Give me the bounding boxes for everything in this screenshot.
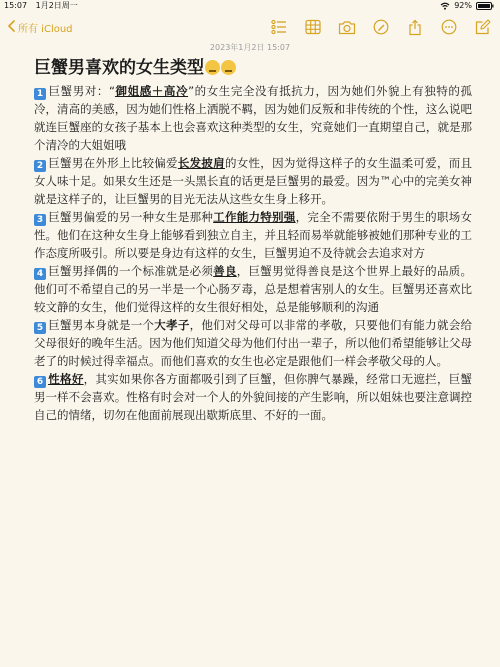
number-badge-icon: 6 (34, 376, 46, 388)
paragraph-text: ，他们对父母可以非常的孝敬，只要他们有能力就会给父母很好的晚年生活。因为他们知道父母为他们付出一辈子，所以他们希望能够让父母老了的时候过得幸福点。而他们喜欢的女生也必定是跟他们一样会孝敬父母的人。 (34, 318, 473, 368)
more-icon[interactable] (440, 18, 458, 36)
emphasis-text: 御姐感＋高冷 (114, 84, 189, 98)
note-paragraph (34, 316, 472, 370)
share-icon[interactable] (406, 18, 424, 36)
status-right (440, 0, 494, 12)
status-bar (0, 0, 500, 12)
paragraph-text: 巨蟹男偏爱的另一种女生是那种 (48, 210, 214, 224)
paragraph-text: ，完全不需要依附于男生的职场女性。他们在这种女生身上能够看到独立自主，并且轻而易举就能够被她们那种专业的工作态度所吸引。所以要是身边有这样的女生，巨蟹男迫不及待就会去追求对方 (34, 210, 473, 260)
status-date: 1月2日周一 (35, 1, 78, 10)
paragraph-text: ，巨蟹男觉得善良是这个世界上最好的品质。他们可不希望自己的另一半是一个心肠歹毒，总是想着害别人的女生。巨蟹男还喜欢比较文静的女生，他们觉得这样的女生很好相处，总是能够顺利的沟通 (34, 264, 473, 314)
paragraph-text: 巨蟹男择偶的一个标准就是必须 (48, 264, 214, 278)
note-timestamp: 2023年1月2日 15:07 (209, 43, 291, 52)
chevron-left-icon (8, 20, 15, 35)
paragraph-text: 巨蟹男本身就是一个 (48, 318, 155, 332)
note-title (34, 56, 472, 80)
markup-icon[interactable] (372, 18, 390, 36)
nav-bar (0, 14, 500, 42)
back-label: 所有 iCloud (18, 24, 73, 35)
number-badge-icon: 2 (34, 160, 46, 172)
note-body[interactable] (34, 56, 472, 424)
paragraph-text: 巨蟹男在外形上比较偏爱 (48, 156, 178, 170)
neutral-face-emoji-icon (221, 60, 236, 75)
note-title-text: 巨蟹男喜欢的女生类型 (34, 58, 204, 78)
emphasis-text: 善良 (213, 264, 237, 278)
toolbar (270, 18, 492, 36)
back-button[interactable] (8, 20, 73, 35)
number-badge-icon: 4 (34, 268, 46, 280)
status-left (4, 0, 84, 12)
note-paragraphs (34, 82, 472, 424)
checklist-icon[interactable] (270, 18, 288, 36)
emphasis-text: 工作能力特别强 (213, 210, 296, 224)
note-paragraph (34, 82, 472, 154)
emphasis-text: 长发披肩 (177, 156, 225, 170)
paragraph-text: 巨蟹男对：“ (48, 84, 115, 98)
paragraph-text: ，其实如果你各方面都吸引到了巨蟹，但你脾气暴躁，经常口无遮拦，巨蟹男一样不会喜欢。性格有时会对一个人的外貌间接的产生影响，所以姐妹也要注意调控自己的情绪，切勿在他面前展现出歇斯底里、不好的一面。 (34, 372, 473, 422)
battery-percentage: 92% (454, 1, 472, 10)
paragraph-text: ”的女生完全没有抵抗力，因为她们外貌上有独特的孤冷，清高的美感，因为她们性格上洒脱不羁，因为她们反叛和非传统的个性，这么说吧就连巨蟹座的女孩子基本上也会喜欢这种类型的女生，究竟她们一直期望自己，就是那个清冷的大姐姐哦 (34, 84, 472, 152)
note-paragraph (34, 370, 472, 424)
note-paragraph (34, 262, 472, 316)
compose-icon[interactable] (474, 18, 492, 36)
status-time: 15:07 (4, 1, 28, 10)
wifi-icon (440, 2, 450, 10)
neutral-face-emoji-icon (205, 60, 220, 75)
paragraph-text: 的女性，因为觉得这样子的女生温柔可爱，而且女人味十足。如果女生还是一头黑长直的话更是巨蟹男的最爱。因为™心中的完美女神就是这样子的，让巨蟹男的目光无法从这些女生身上移开。 (34, 156, 473, 206)
number-badge-icon: 1 (34, 88, 46, 100)
note-paragraph (34, 154, 472, 208)
number-badge-icon: 3 (34, 214, 46, 226)
note-paragraph (34, 208, 472, 262)
camera-icon[interactable] (338, 18, 356, 36)
table-icon[interactable] (304, 18, 322, 36)
emphasis-text: 性格好 (48, 372, 84, 386)
battery-icon (476, 2, 494, 10)
emphasis-text: 大孝子 (154, 318, 190, 332)
number-badge-icon: 5 (34, 322, 46, 334)
